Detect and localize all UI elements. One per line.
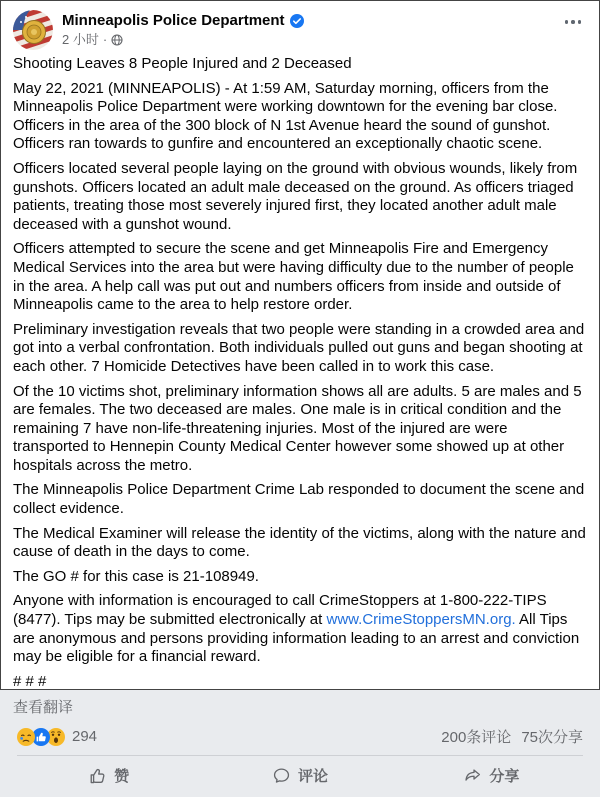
engagement-row xyxy=(17,717,583,755)
post-paragraph: The Minneapolis Police Department Crime Lab responded to document the scene and collect evidence. xyxy=(13,481,585,518)
post-paragraph-tips xyxy=(13,592,587,666)
action-bar xyxy=(1,756,599,797)
more-dot xyxy=(571,20,575,24)
verified-badge-icon xyxy=(290,14,304,28)
comment-count[interactable]: 200条评论 xyxy=(441,729,512,747)
post-timestamp[interactable]: 2 小时 xyxy=(62,32,99,47)
post-paragraph: May 22, 2021 (MINNEAPOLIS) - At 1:59 AM, Saturday morning, officers from the Minneapolis Police Department were working downtown for the evening bar close. Officers in the area of the 300 block of N 1st Avenue heard the sound of gunshot. Officers ran towards to gunfire and encountered an exceptionally chaotic scene. xyxy=(13,79,558,153)
comment-bubble-icon xyxy=(272,766,291,785)
post-body xyxy=(1,53,599,697)
mpd-badge-logo xyxy=(13,10,53,50)
share-button[interactable] xyxy=(396,759,587,792)
meta-separator: · xyxy=(102,32,108,47)
tips-text-after: All Tips are anonymous and persons providing information leading to an arrest and conviction may be eligible for a financial reward. xyxy=(13,611,580,666)
more-options-button[interactable] xyxy=(561,10,586,28)
crimestoppers-link[interactable]: www.CrimeStoppersMN.org. xyxy=(326,611,516,629)
like-thumb-icon xyxy=(88,766,107,785)
reaction-count[interactable]: 294 xyxy=(72,728,98,746)
sad-reaction-icon xyxy=(17,728,35,746)
post-paragraph: Officers located several people laying on the ground with obvious wounds, likely from gunshots. Officers located an adult male deceased on the ground. As officers triaged patients, treating those most severely injured first, they located another adult male deceased with a gunshot wound. xyxy=(13,159,578,233)
comment-button-label: 评论 xyxy=(297,768,328,786)
post-paragraph: Officers attempted to secure the scene and get Minneapolis Fire and Emergency Medical Services into the area but were having difficulty due to the number of people in the area. A help call was put out and numbers officers from inside and outside of Minneapolis came to the area to help restore order. xyxy=(13,240,574,314)
comment-button[interactable] xyxy=(204,759,395,792)
public-globe-icon xyxy=(111,34,123,46)
more-dot xyxy=(565,20,569,24)
reaction-icons-group[interactable] xyxy=(17,728,65,746)
counts-right xyxy=(441,726,583,747)
share-button-label: 分享 xyxy=(489,768,520,786)
post-paragraph: The GO # for this case is 21-108949. xyxy=(13,567,259,585)
post-paragraph: Preliminary investigation reveals that two people were standing in a crowded area and got into a verbal confrontation. Both individuals pulled out guns and began shooting at each other. 7 Homicide Detectives have been called in to work this case. xyxy=(13,320,585,375)
header-text-block xyxy=(62,10,552,48)
share-count[interactable]: 75次分享 xyxy=(521,729,583,747)
like-button-label: 赞 xyxy=(114,768,130,786)
more-dot xyxy=(578,20,582,24)
post-paragraph: Of the 10 victims shot, preliminary information shows all are adults. 5 are males and 5 are females. The two deceased are males. One male is in critical condition and the remaining 7 have non-life-threatening injuries. Most of the injured are were transported to Hennepin County Medical Center however some showed up at other hospitals across the metro. xyxy=(13,382,582,474)
post-title: Shooting Leaves 8 People Injured and 2 Deceased xyxy=(13,55,352,72)
post-closing-marks: # # # xyxy=(13,672,47,690)
page-avatar[interactable] xyxy=(13,10,53,50)
like-button[interactable] xyxy=(13,759,204,792)
see-translation-link[interactable]: 查看翻译 xyxy=(13,699,74,717)
post-header xyxy=(1,1,599,53)
post-meta xyxy=(62,32,552,48)
page-name[interactable]: Minneapolis Police Department xyxy=(62,12,285,29)
share-arrow-icon xyxy=(463,766,482,785)
post-paragraph: The Medical Examiner will release the identity of the victims, along with the nature and cause of death in the days to come. xyxy=(13,524,586,561)
tips-text-before: Anyone with information is encouraged to call CrimeStoppers at 1-800-222-TIPS (8477). Tips may be submitted electronically at xyxy=(13,592,547,629)
